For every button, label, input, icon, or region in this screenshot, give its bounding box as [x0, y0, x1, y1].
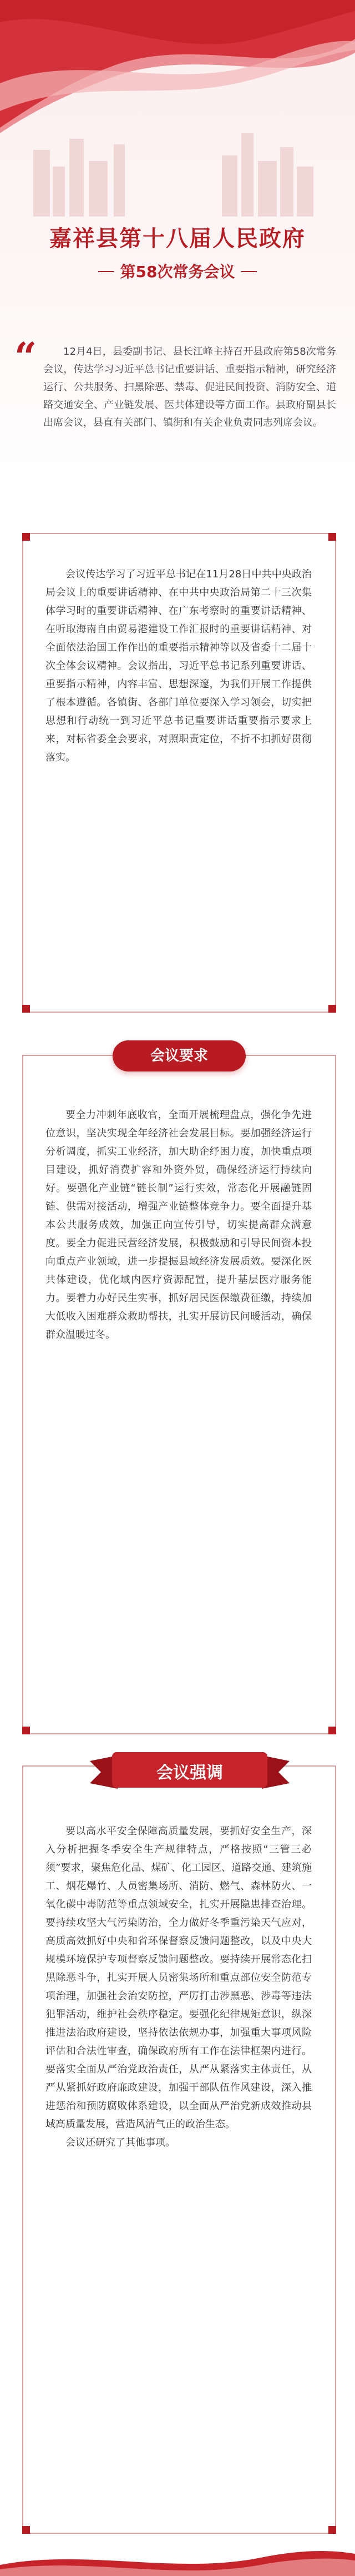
- section-heading-badge: 会议要求: [113, 1040, 246, 1071]
- corner-ornament: [22, 2526, 30, 2534]
- subtitle-wrap: [0, 260, 355, 282]
- corner-ornament: [328, 533, 336, 541]
- corner-ornament: [22, 533, 30, 541]
- page-title: 嘉祥县第十八届人民政府: [49, 226, 306, 251]
- study-paragraph: 会议传达学习了习近平总书记在11月28日中共中央政治局会议上的重要讲话精神、在中共中央政治局第二十三次集体学习时的重要讲话精神、在广东考察时的重要讲话精神、在听取海南自由贸易港建设工作汇报时的重要讲话精神、对全面依法治国工作作出的重要指示精神等以及省委十二届十次全体会议精神。会议指出，习近平总书记系列重要讲话、重要指示精神，内容丰富、思想深邃，为我们开展工作提供了根本遵循。各镇街、各部门单位要深入学习领会，切实把思想和行动统一到习近平总书记重要讲话重要指示要求上来，对标省委全会要求，对照职责定位，不折不扣抓好贯彻落实。: [45, 568, 312, 763]
- corner-ornament: [328, 1727, 336, 1734]
- section-study-box: [22, 533, 336, 1013]
- city-skyline-decoration: [0, 105, 355, 217]
- corner-ornament: [22, 1005, 30, 1013]
- closing-paragraph: 会议还研究了其他事项。: [65, 2137, 175, 2149]
- corner-ornament: [22, 1727, 30, 1734]
- hero-banner: [0, 0, 355, 500]
- requirements-text: [45, 1106, 312, 1344]
- page-subtitle: 第58次常务会议: [98, 260, 257, 282]
- study-text: [45, 565, 312, 767]
- emphasis-text: [45, 1822, 312, 2152]
- emphasis-paragraph: 要以高水平安全保障高质量发展，要抓好安全生产，深入分析把握冬季安全生产规律特点，严格按照“三管三必须”要求，聚焦危化品、煤矿、化工园区、道路交通、建筑施工、烟花爆竹、人员密集场所、消防、燃气、森林防火、一氧化碳中毒防范等重点领域安全，扎实开展隐患排查治理。要持续攻坚大气污染防治，全力做好冬季重污染天气应对，高质高效抓好中央和省环保督察反馈问题整改，以及中央大规模环境保护专项督察反馈问题整改。要持续开展常态化扫黑除恶斗争，扎实开展人员密集场所和重点部位安全防范专项治理，加强社会治安防控，严厉打击涉黑恶、涉毒等违法犯罪活动，维护社会秩序稳定。要强化纪律规矩意识，纵深推进法治政府建设，坚持依法依规办事，加强重大事项风险评估和合法性审查，确保政府所有工作在法律框架内进行。要落实全面从严治党政治责任，从严从紧落实主体责任，从严从紧抓好政府廉政建设，加强干部队伍作风建设，深入推进惩治和预防腐败体系建设，以全面从严治党新成效推动县域高质量发展，营造风清气正的政治生态。: [45, 1825, 312, 2130]
- footer-ribbon-decoration: [0, 2543, 355, 2576]
- requirements-paragraph: 要全力冲刺年底收官，全面开展梳理盘点，强化争先进位意识，坚决实现全年经济社会发展目标。要加强经济运行分析调度，抓实工业经济，加大助企纾困力度，加快重点项目建设，抓好消费扩容和外资外贸，确保经济运行持续向好。要强化产业链“链长制”运行实效，常态化开展融链固链、供需对接活动，增强产业链整体竞争力。要全面提升基本公共服务成效，加强正向宣传引导，切实提高群众满意度。要全力促进民营经济发展，积极鼓励和引导民间资本投向重点产业领域，进一步提振县域经济发展质效。要深化医共体建设，优化域内医疗资源配置，提升基层医疗服务能力。要着力办好民生实事，抓好居民医保缴费征缴，持续加大低收入困难群众救助帮扶，扎实开展访民问暖活动，确保群众温暖过冬。: [45, 1109, 312, 1341]
- section-emphasis-box: [22, 1765, 336, 2534]
- section-requirements-box: [22, 1048, 336, 1734]
- section-heading-ribbon: 会议强调: [156, 1763, 223, 1783]
- corner-ornament: [328, 1005, 336, 1013]
- intro-paragraph: 12月4日，县委副书记、县长江峰主持召开县政府第58次常务会议，传达学习习近平总书记重要讲话、重要指示精神，研究经济运行、公共服务、扫黑除恶、禁毒、促进民间投资、消防安全、道路交通安全、产业链发展、医共体建设等方面工作。县政府副县长出席会议，县直有关部门、镇街和有关企业负责同志列席会议。: [43, 346, 336, 429]
- corner-ornament: [328, 2526, 336, 2534]
- quote-mark-icon: “: [14, 334, 37, 380]
